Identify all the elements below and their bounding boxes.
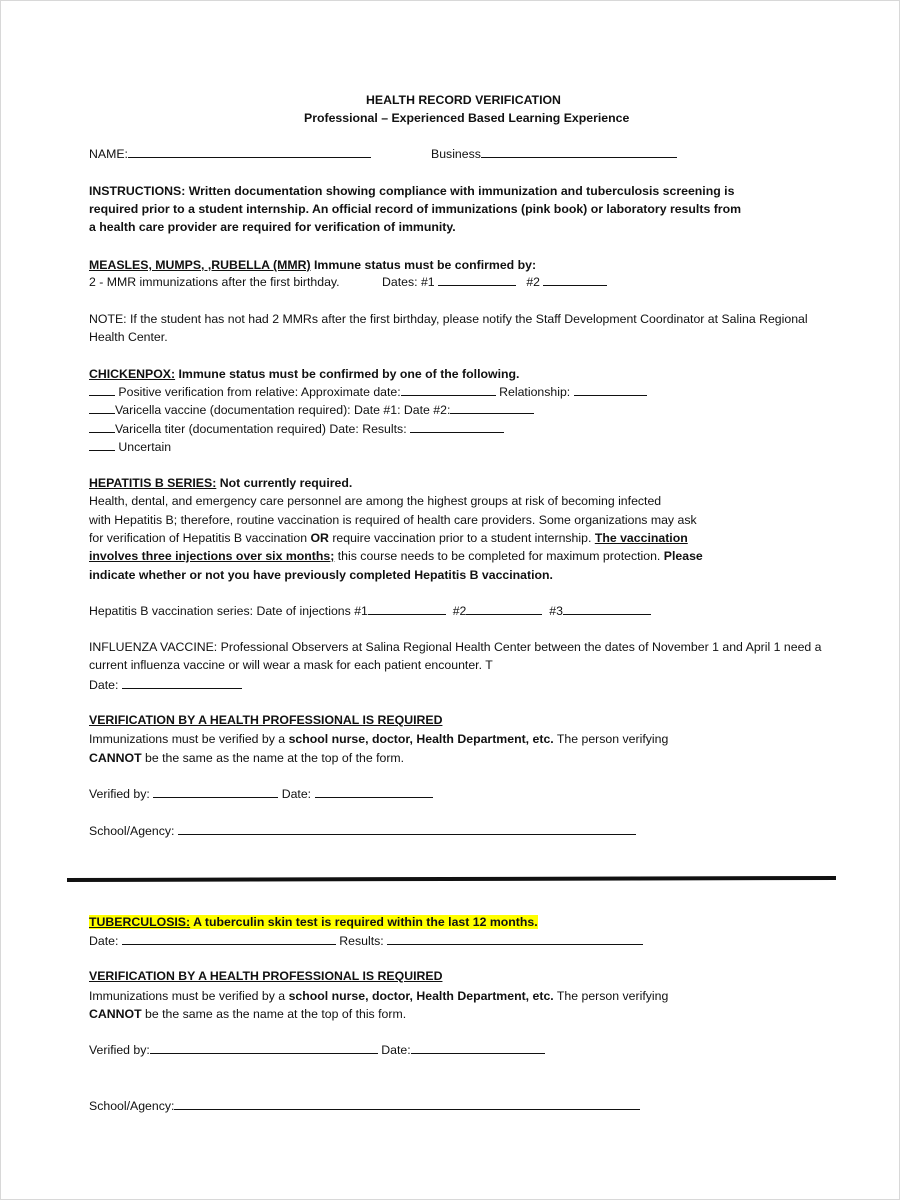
verification-2-line-2: CANNOT be the same as the name at the top of this form.: [89, 1007, 407, 1021]
school-agency-field-1[interactable]: [178, 823, 636, 835]
name-field[interactable]: [128, 146, 371, 158]
tuberculosis-row: Date: Results:: [89, 933, 643, 949]
hepatitis-heading: HEPATITIS B SERIES: Not currently required.: [89, 476, 353, 490]
chickenpox-check-4[interactable]: [89, 439, 115, 451]
chickenpox-check-1[interactable]: [89, 384, 115, 396]
hepatitis-injection-1-field[interactable]: [368, 603, 446, 615]
section-divider: [67, 876, 836, 882]
influenza-date-row: Date:: [89, 677, 242, 693]
verification-1-line-1: Immunizations must be verified by a school nurse, doctor, Health Department, etc. The person verifying: [89, 732, 669, 746]
chickenpox-check-3[interactable]: [89, 421, 115, 433]
chickenpox-relationship-field[interactable]: [574, 384, 647, 396]
verification-1-verified-row: Verified by: Date:: [89, 786, 433, 802]
verified-date-field-2[interactable]: [411, 1042, 545, 1054]
instructions-line-2: required prior to a student internship. An official record of immunizations (pink book) or laboratory results from: [89, 202, 742, 216]
mmr-date-2-field[interactable]: [543, 274, 607, 286]
instructions-line-3: a health care provider are required for verification of immunity.: [89, 220, 456, 234]
chickenpox-option-2: Varicella vaccine (documentation required): Date #1: Date #2:: [89, 402, 534, 418]
mmr-date-1-field[interactable]: [438, 274, 516, 286]
influenza-line-2: current influenza vaccine or will wear a mask for each patient encounter. T: [89, 658, 493, 672]
mmr-row-label: 2 - MMR immunizations after the first birthday.: [89, 275, 340, 289]
verification-2-agency-row: School/Agency:: [89, 1098, 640, 1114]
hepatitis-paragraph-4: involves three injections over six months; this course needs to be completed for maximum protection. Please: [89, 549, 703, 563]
business-field[interactable]: [481, 146, 677, 158]
tuberculosis-heading: TUBERCULOSIS: A tuberculin skin test is required within the last 12 months.: [89, 915, 538, 929]
page-title: HEALTH RECORD VERIFICATION: [366, 93, 561, 107]
chickenpox-approx-date-field[interactable]: [401, 384, 496, 396]
verification-1-line-2: CANNOT be the same as the name at the top of the form.: [89, 751, 405, 765]
tb-date-field[interactable]: [122, 933, 336, 945]
verification-2-verified-row: Verified by: Date:: [89, 1042, 545, 1058]
hepatitis-paragraph-2: with Hepatitis B; therefore, routine vaccination is required of health care providers. Some organizations may ask: [89, 513, 697, 527]
varicella-date-field[interactable]: [450, 402, 534, 414]
hepatitis-injection-3-field[interactable]: [563, 603, 651, 615]
mmr-dates: Dates: #1 #2: [382, 274, 607, 290]
hepatitis-injection-2-field[interactable]: [466, 603, 542, 615]
verification-2-line-1: Immunizations must be verified by a school nurse, doctor, Health Department, etc. The person verifying: [89, 989, 669, 1003]
chickenpox-check-2[interactable]: [89, 402, 115, 414]
name-label: NAME:: [89, 147, 128, 161]
verification-heading-2: VERIFICATION BY A HEALTH PROFESSIONAL IS REQUIRED: [89, 969, 443, 983]
mmr-note-line-1: NOTE: If the student has not had 2 MMRs after the first birthday, please notify the Staff Development Coordinator at Salina Regional: [89, 312, 808, 326]
page-subtitle: Professional – Experienced Based Learning Experience: [304, 111, 630, 125]
chickenpox-option-3: Varicella titer (documentation required) Date: Results:: [89, 421, 504, 437]
influenza-date-field[interactable]: [122, 677, 242, 689]
verified-date-field-1[interactable]: [315, 786, 433, 798]
mmr-note-line-2: Health Center.: [89, 330, 168, 344]
chickenpox-heading: CHICKENPOX: Immune status must be confirmed by one of the following.: [89, 367, 520, 381]
instructions-line-1: INSTRUCTIONS: Written documentation showing compliance with immunization and tuberculosis screening is: [89, 184, 735, 198]
mmr-heading: MEASLES, MUMPS, ,RUBELLA (MMR) Immune status must be confirmed by:: [89, 258, 537, 272]
verified-by-field-2[interactable]: [150, 1042, 378, 1054]
tb-results-field[interactable]: [387, 933, 643, 945]
hepatitis-series-row: Hepatitis B vaccination series: Date of injections #1 #2 #3: [89, 603, 651, 619]
verification-1-agency-row: School/Agency:: [89, 823, 636, 839]
business-row: [431, 146, 677, 162]
hepatitis-paragraph-1: Health, dental, and emergency care personnel are among the highest groups at risk of becoming infected: [89, 494, 662, 508]
verification-heading-1: VERIFICATION BY A HEALTH PROFESSIONAL IS REQUIRED: [89, 713, 443, 727]
chickenpox-option-1: Positive verification from relative: Approximate date: Relationship:: [89, 384, 647, 400]
name-row: [89, 146, 371, 162]
chickenpox-option-4: Uncertain: [89, 439, 171, 455]
hepatitis-paragraph-3: for verification of Hepatitis B vaccination OR require vaccination prior to a student internship. The vaccination: [89, 531, 688, 545]
varicella-titer-results-field[interactable]: [410, 421, 504, 433]
business-label: Business: [431, 147, 481, 161]
verified-by-field-1[interactable]: [153, 786, 278, 798]
school-agency-field-2[interactable]: [174, 1098, 640, 1110]
influenza-line-1: INFLUENZA VACCINE: Professional Observers at Salina Regional Health Center between the dates of November 1 and April 1 need a: [89, 640, 822, 654]
hepatitis-paragraph-5: indicate whether or not you have previously completed Hepatitis B vaccination.: [89, 568, 553, 582]
